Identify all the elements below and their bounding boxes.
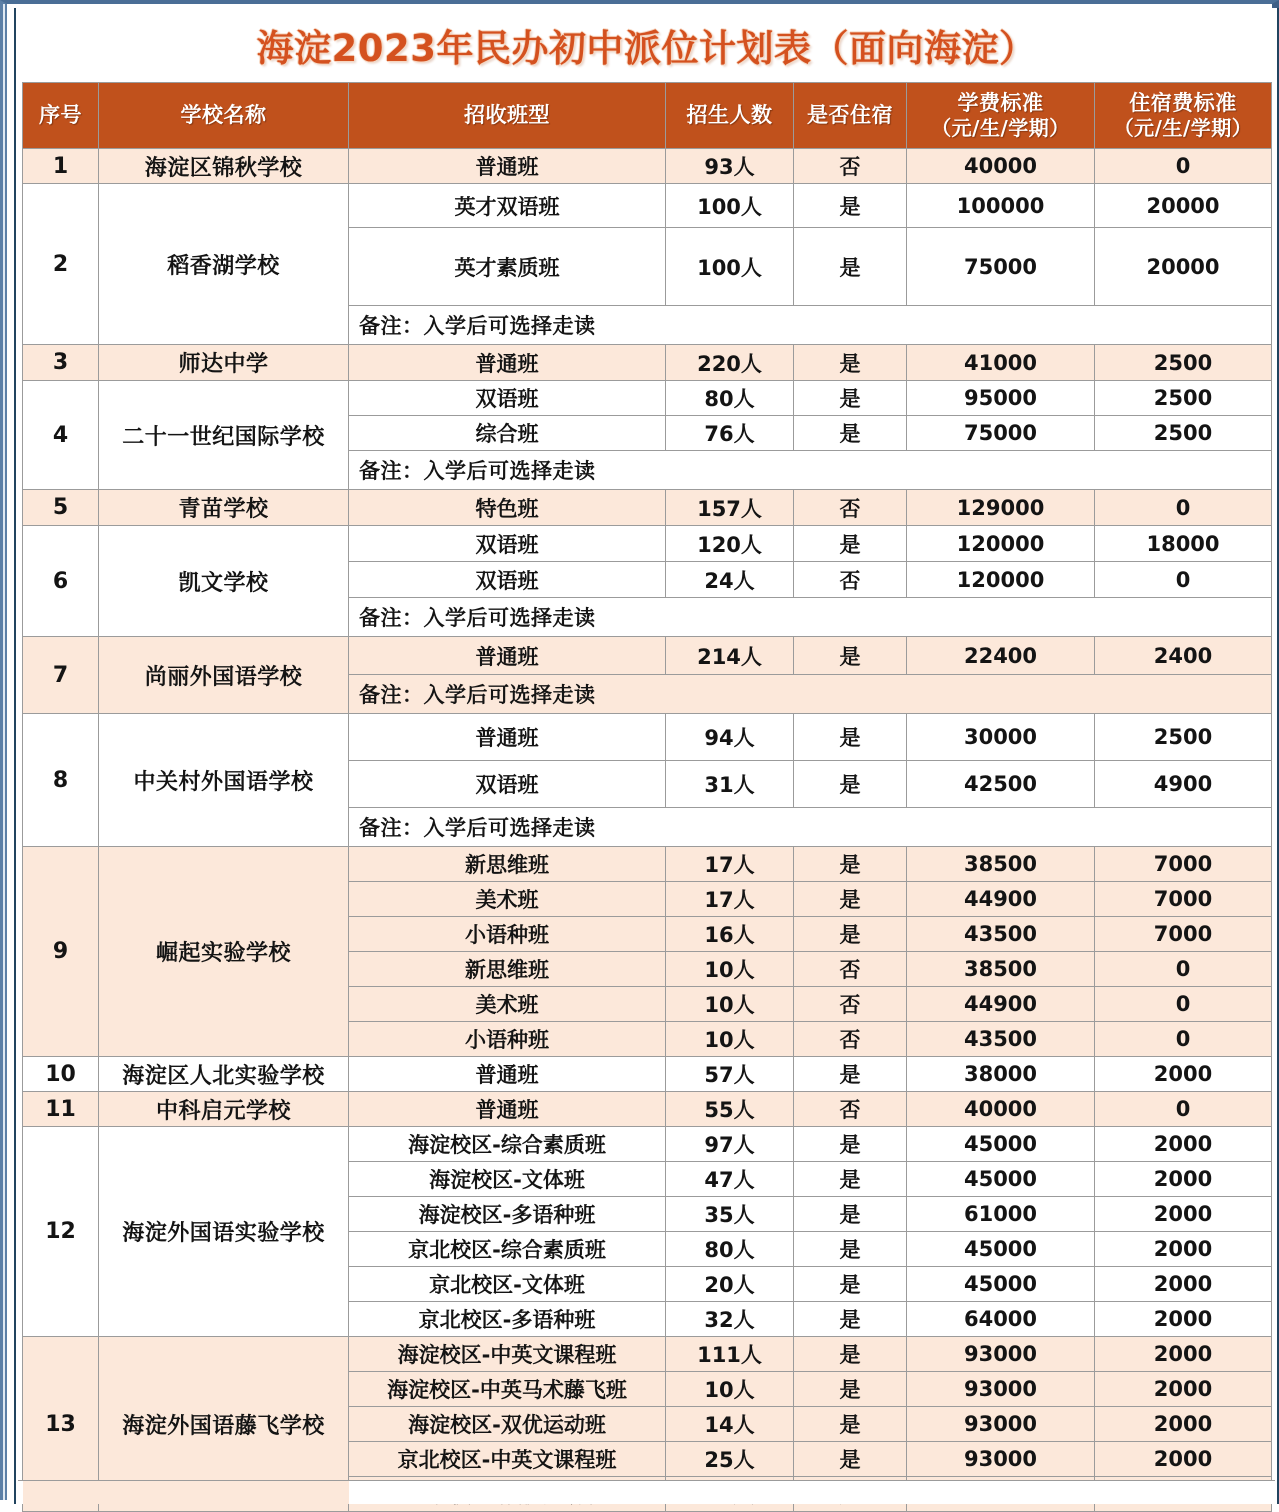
cell-tuition: 43500: [907, 917, 1095, 952]
cell-class-type: 京北校区-多语种班: [349, 1302, 666, 1337]
cell-tuition: 45000: [907, 1232, 1095, 1267]
cell-school-name: 中科启元学校: [99, 1092, 349, 1127]
cell-seq: 5: [23, 490, 99, 526]
cell-class-type: 双语班: [349, 761, 666, 808]
cell-boarding-fee: 2000: [1095, 1372, 1272, 1407]
cell-boarding-fee: 0: [1095, 1022, 1272, 1057]
cell-school-name: 尚丽外国语学校: [99, 637, 349, 714]
cell-enrollment: 35人: [666, 1197, 794, 1232]
cell-enrollment: 10人: [666, 1372, 794, 1407]
cell-boarding: 是: [794, 1442, 907, 1477]
cell-tuition: 43500: [907, 1022, 1095, 1057]
cell-enrollment: 55人: [666, 1092, 794, 1127]
cell-enrollment: 10人: [666, 1022, 794, 1057]
cell-class-type: 新思维班: [349, 847, 666, 882]
cell-enrollment: 10人: [666, 952, 794, 987]
column-header-seq: [23, 83, 99, 149]
cell-tuition: 120000: [907, 526, 1095, 562]
cell-tuition: 45000: [907, 1267, 1095, 1302]
cell-boarding: 否: [794, 987, 907, 1022]
cell-enrollment: 16人: [666, 917, 794, 952]
cell-school-name: 凯文学校: [99, 526, 349, 637]
cell-enrollment: 111人: [666, 1337, 794, 1372]
cell-class-type: 普通班: [349, 1057, 666, 1092]
header-label-num: 招生人数: [686, 102, 773, 127]
cell-class-type: 美术班: [349, 987, 666, 1022]
cell-enrollment: 10人: [666, 987, 794, 1022]
cut-off-row: [18, 1480, 1275, 1504]
table-row: [23, 345, 1272, 381]
cell-tuition: 100000: [907, 184, 1095, 228]
cell-boarding: 是: [794, 714, 907, 761]
cell-tuition: 44900: [907, 882, 1095, 917]
cell-school-name: 中关村外国语学校: [99, 714, 349, 847]
cell-boarding-fee: 2000: [1095, 1442, 1272, 1477]
cell-enrollment: 220人: [666, 345, 794, 381]
cell-boarding: 是: [794, 184, 907, 228]
cell-boarding: 否: [794, 562, 907, 598]
cell-seq: 3: [23, 345, 99, 381]
cell-seq: 6: [23, 526, 99, 637]
cell-tuition: 93000: [907, 1372, 1095, 1407]
cell-boarding: 是: [794, 761, 907, 808]
cell-class-type: 小语种班: [349, 1022, 666, 1057]
column-header-num: [666, 83, 794, 149]
placement-plan-table: [22, 82, 1272, 1512]
cell-boarding-fee: 0: [1095, 987, 1272, 1022]
cell-boarding-fee: 2500: [1095, 381, 1272, 416]
cell-school-name: 海淀外国语实验学校: [99, 1127, 349, 1337]
cell-boarding-fee: 18000: [1095, 526, 1272, 562]
cell-class-type: 英才素质班: [349, 228, 666, 306]
table-row: [23, 1337, 1272, 1372]
cell-boarding: 是: [794, 1057, 907, 1092]
table-row: [23, 714, 1272, 761]
table-row: [23, 526, 1272, 562]
cell-class-type: 双语班: [349, 562, 666, 598]
cell-enrollment: 76人: [666, 416, 794, 451]
cell-boarding: 否: [794, 490, 907, 526]
cell-enrollment: 120人: [666, 526, 794, 562]
cell-boarding-fee: 20000: [1095, 228, 1272, 306]
cell-class-type: 普通班: [349, 345, 666, 381]
cell-enrollment: 100人: [666, 228, 794, 306]
cell-boarding-fee: 0: [1095, 562, 1272, 598]
cell-boarding-fee: 2000: [1095, 1267, 1272, 1302]
cell-boarding-fee: 2000: [1095, 1057, 1272, 1092]
cell-tuition: 64000: [907, 1302, 1095, 1337]
cell-class-type: 京北校区-文体班: [349, 1267, 666, 1302]
header-sublabel-boarding-fee: （元/生/学期）: [1113, 116, 1253, 141]
cell-class-type: 海淀校区-中英马术藤飞班: [349, 1372, 666, 1407]
cell-boarding-fee: 0: [1095, 952, 1272, 987]
cell-tuition: 93000: [907, 1442, 1095, 1477]
cell-boarding-fee: 0: [1095, 490, 1272, 526]
cell-boarding: 是: [794, 1232, 907, 1267]
cell-boarding: 是: [794, 1267, 907, 1302]
cell-boarding: 是: [794, 1407, 907, 1442]
cut-off-seq-cell: [23, 1481, 100, 1504]
column-header-boarding-fee: [1095, 83, 1272, 149]
cell-school-name: 海淀区人北实验学校: [99, 1057, 349, 1092]
table-row: [23, 149, 1272, 184]
cell-boarding-fee: 2000: [1095, 1127, 1272, 1162]
cell-seq: 2: [23, 184, 99, 345]
cut-off-rest-cell: [349, 1481, 1269, 1504]
cell-seq: 8: [23, 714, 99, 847]
cell-remark: 备注：入学后可选择走读: [349, 451, 1272, 490]
cell-class-type: 京北校区-中英文课程班: [349, 1442, 666, 1477]
cell-tuition: 93000: [907, 1337, 1095, 1372]
cell-boarding-fee: 0: [1095, 1092, 1272, 1127]
cell-boarding: 是: [794, 637, 907, 675]
cell-class-type: 京北校区-综合素质班: [349, 1232, 666, 1267]
cell-enrollment: 47人: [666, 1162, 794, 1197]
cell-enrollment: 24人: [666, 562, 794, 598]
cell-enrollment: 32人: [666, 1302, 794, 1337]
cell-boarding-fee: 2000: [1095, 1407, 1272, 1442]
header-label-seq: 序号: [39, 102, 82, 127]
cell-boarding: 是: [794, 1197, 907, 1232]
cell-class-type: 普通班: [349, 149, 666, 184]
cell-seq: 9: [23, 847, 99, 1057]
cell-tuition: 41000: [907, 345, 1095, 381]
table-row: [23, 847, 1272, 882]
cell-tuition: 38000: [907, 1057, 1095, 1092]
cell-tuition: 120000: [907, 562, 1095, 598]
cell-seq: 1: [23, 149, 99, 184]
cell-enrollment: 80人: [666, 381, 794, 416]
cell-class-type: 双语班: [349, 526, 666, 562]
column-header-tuition: [907, 83, 1095, 149]
cut-off-name-cell: [99, 1481, 350, 1504]
cell-enrollment: 94人: [666, 714, 794, 761]
cell-tuition: 44900: [907, 987, 1095, 1022]
header-sublabel-tuition: （元/生/学期）: [931, 116, 1070, 141]
cell-boarding: 是: [794, 847, 907, 882]
column-header-board: [794, 83, 907, 149]
cell-tuition: 40000: [907, 149, 1095, 184]
table-body: [23, 149, 1272, 1512]
cell-boarding: 是: [794, 1162, 907, 1197]
cell-boarding: 是: [794, 882, 907, 917]
cell-class-type: 海淀校区-双优运动班: [349, 1407, 666, 1442]
table-row: [23, 184, 1272, 228]
table-row: [23, 1092, 1272, 1127]
cell-enrollment: 214人: [666, 637, 794, 675]
cell-class-type: 小语种班: [349, 917, 666, 952]
cell-boarding: 是: [794, 1302, 907, 1337]
cell-tuition: 38500: [907, 952, 1095, 987]
cell-boarding: 是: [794, 526, 907, 562]
cell-tuition: 45000: [907, 1162, 1095, 1197]
cell-class-type: 海淀校区-中英文课程班: [349, 1337, 666, 1372]
cell-school-name: 稻香湖学校: [99, 184, 349, 345]
cell-school-name: 崛起实验学校: [99, 847, 349, 1057]
cell-class-type: 特色班: [349, 490, 666, 526]
cell-school-name: 二十一世纪国际学校: [99, 381, 349, 490]
table-row: [23, 1127, 1272, 1162]
cell-remark: 备注：入学后可选择走读: [349, 306, 1272, 345]
cell-boarding-fee: 4900: [1095, 761, 1272, 808]
cell-seq: 4: [23, 381, 99, 490]
cell-class-type: 双语班: [349, 381, 666, 416]
header-label-boarding-fee: 住宿费标准: [1129, 90, 1237, 115]
cell-boarding: 否: [794, 149, 907, 184]
cell-boarding-fee: 0: [1095, 149, 1272, 184]
cell-class-type: 普通班: [349, 637, 666, 675]
cell-enrollment: 25人: [666, 1442, 794, 1477]
cell-boarding-fee: 2500: [1095, 714, 1272, 761]
cell-boarding-fee: 20000: [1095, 184, 1272, 228]
cell-boarding-fee: 2000: [1095, 1302, 1272, 1337]
cell-boarding-fee: 2000: [1095, 1162, 1272, 1197]
cell-tuition: 75000: [907, 416, 1095, 451]
cell-enrollment: 17人: [666, 882, 794, 917]
cell-boarding: 是: [794, 381, 907, 416]
cell-enrollment: 31人: [666, 761, 794, 808]
cell-seq: 13: [23, 1337, 99, 1512]
cell-boarding-fee: 7000: [1095, 882, 1272, 917]
cell-enrollment: 57人: [666, 1057, 794, 1092]
cell-class-type: 美术班: [349, 882, 666, 917]
cell-boarding: 是: [794, 416, 907, 451]
header-row: [23, 83, 1272, 149]
cell-tuition: 22400: [907, 637, 1095, 675]
cell-school-name: 海淀外国语藤飞学校: [99, 1337, 349, 1512]
cell-remark: 备注：入学后可选择走读: [349, 675, 1272, 714]
cell-boarding-fee: 2000: [1095, 1232, 1272, 1267]
cell-boarding: 是: [794, 1337, 907, 1372]
cell-seq: 7: [23, 637, 99, 714]
cell-enrollment: 97人: [666, 1127, 794, 1162]
cell-boarding: 是: [794, 1372, 907, 1407]
cell-tuition: 42500: [907, 761, 1095, 808]
column-header-type: [349, 83, 666, 149]
cell-boarding-fee: 2000: [1095, 1337, 1272, 1372]
cell-seq: 11: [23, 1092, 99, 1127]
cell-boarding: 是: [794, 1127, 907, 1162]
cell-enrollment: 93人: [666, 149, 794, 184]
cell-school-name: 青苗学校: [99, 490, 349, 526]
cell-boarding: 是: [794, 345, 907, 381]
cell-class-type: 海淀校区-文体班: [349, 1162, 666, 1197]
cell-tuition: 61000: [907, 1197, 1095, 1232]
cell-tuition: 30000: [907, 714, 1095, 761]
cell-class-type: 普通班: [349, 714, 666, 761]
cell-enrollment: 80人: [666, 1232, 794, 1267]
cell-boarding-fee: 2500: [1095, 416, 1272, 451]
cell-enrollment: 17人: [666, 847, 794, 882]
header-label-name: 学校名称: [180, 102, 267, 127]
cell-remark: 备注：入学后可选择走读: [349, 808, 1272, 847]
cell-boarding-fee: 2000: [1095, 1197, 1272, 1232]
cell-boarding-fee: 2500: [1095, 345, 1272, 381]
cell-school-name: 海淀区锦秋学校: [99, 149, 349, 184]
cell-class-type: 新思维班: [349, 952, 666, 987]
cell-school-name: 师达中学: [99, 345, 349, 381]
cell-class-type: 综合班: [349, 416, 666, 451]
table-header: [23, 83, 1272, 149]
cell-boarding: 是: [794, 917, 907, 952]
cell-boarding-fee: 7000: [1095, 847, 1272, 882]
cell-boarding: 是: [794, 228, 907, 306]
table-row: [23, 490, 1272, 526]
cell-class-type: 普通班: [349, 1092, 666, 1127]
table-row: [23, 381, 1272, 416]
cell-class-type: 海淀校区-多语种班: [349, 1197, 666, 1232]
header-label-board: 是否住宿: [807, 102, 893, 127]
cell-tuition: 75000: [907, 228, 1095, 306]
cell-boarding: 否: [794, 1022, 907, 1057]
table-title-bar: [16, 8, 1277, 82]
cell-enrollment: 14人: [666, 1407, 794, 1442]
header-label-type: 招收班型: [464, 102, 550, 127]
spreadsheet-sheet: [14, 8, 1279, 1504]
cell-tuition: 129000: [907, 490, 1095, 526]
table-row: [23, 1057, 1272, 1092]
page-title: 海淀2023年民办初中派位计划表（面向海淀）: [256, 27, 1037, 70]
cell-tuition: 38500: [907, 847, 1095, 882]
cell-remark: 备注：入学后可选择走读: [349, 598, 1272, 637]
cell-seq: 12: [23, 1127, 99, 1337]
header-label-tuition: 学费标准: [957, 90, 1044, 115]
cell-seq: 10: [23, 1057, 99, 1092]
cell-enrollment: 157人: [666, 490, 794, 526]
cell-enrollment: 100人: [666, 184, 794, 228]
column-header-name: [99, 83, 349, 149]
cell-tuition: 40000: [907, 1092, 1095, 1127]
cell-tuition: 93000: [907, 1407, 1095, 1442]
cell-tuition: 45000: [907, 1127, 1095, 1162]
cell-boarding-fee: 2400: [1095, 637, 1272, 675]
cell-class-type: 海淀校区-综合素质班: [349, 1127, 666, 1162]
table-row: [23, 637, 1272, 675]
cell-enrollment: 20人: [666, 1267, 794, 1302]
cell-boarding: 否: [794, 1092, 907, 1127]
cell-boarding-fee: 7000: [1095, 917, 1272, 952]
cell-tuition: 95000: [907, 381, 1095, 416]
cell-class-type: 英才双语班: [349, 184, 666, 228]
cell-boarding: 否: [794, 952, 907, 987]
